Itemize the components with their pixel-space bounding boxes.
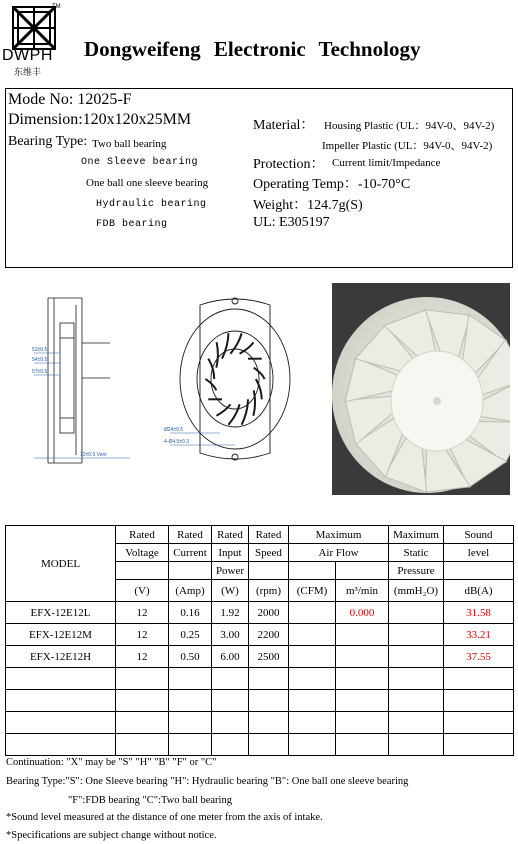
impeller-blade	[228, 404, 239, 425]
logo-mark-icon	[12, 6, 56, 50]
table-row-empty	[6, 734, 514, 756]
th-speed: Speed	[249, 544, 289, 562]
unit-w: (W)	[212, 580, 249, 602]
table-row: EFX-12E12M 12 0.25 3.00 2200 33.21	[6, 624, 514, 646]
side-dim-1: 52±0.5	[32, 347, 48, 353]
th-rated-input: Rated	[212, 526, 249, 544]
bottom-dim-label: 12±0.5 Vent	[80, 452, 107, 458]
bearing-two-ball: Two ball bearing	[92, 138, 167, 150]
ul-number: UL: E305197	[253, 215, 330, 230]
model-header: MODEL	[6, 526, 116, 602]
th-maximum-pressure: Maximum	[389, 526, 444, 544]
impeller-blades	[205, 333, 264, 425]
front-dim-1: Ø24±0.5	[164, 427, 184, 433]
material-label: Material：	[253, 118, 315, 133]
th-current: Current	[169, 544, 212, 562]
impeller-blade	[242, 399, 248, 425]
unit-rpm: (rpm)	[249, 580, 289, 602]
protection-label: Protection：	[253, 157, 325, 172]
material-impeller: Impeller Plastic (UL：94V-0、94V-2)	[322, 140, 493, 152]
spec-table	[5, 525, 514, 756]
note-continuation: Continuation: "X" may be "S" "H" "B" "F" or "C"	[6, 757, 217, 768]
logo-text: DWPH	[2, 47, 53, 64]
bearing-type-label: Bearing Type:	[8, 134, 88, 149]
unit-mmh2o: (mmH₂O)	[389, 580, 444, 602]
table-row-empty	[6, 712, 514, 734]
th-maximum-airflow: Maximum	[289, 526, 389, 544]
protection-value: Current limit/Impedance	[332, 157, 441, 169]
dimension: Dimension:120x120x25MM	[8, 111, 192, 128]
table-row: EFX-12E12L 12 0.16 1.92 2000 0.000 31.58	[6, 602, 514, 624]
trademark-mark: TM	[52, 4, 61, 10]
impeller-blade	[230, 333, 241, 354]
fan-front-view-drawing	[160, 283, 310, 473]
logo-chinese-text: 东维丰	[14, 68, 42, 78]
bearing-one-ball-one-sleeve: One ball one sleeve bearing	[86, 177, 209, 189]
unit-cfm: (CFM)	[289, 580, 336, 602]
bearing-fdb: FDB bearing	[96, 219, 168, 230]
th-static: Static	[389, 544, 444, 562]
unit-db: dB(A)	[444, 580, 514, 602]
bearing-one-sleeve: One Sleeve bearing	[81, 157, 199, 168]
weight: Weight：124.7g(S)	[253, 198, 363, 213]
company-name: Dongweifeng Electronic Technology	[84, 37, 421, 61]
technical-drawing	[20, 283, 320, 473]
impeller-blade	[217, 404, 231, 415]
unit-amp: (Amp)	[169, 580, 212, 602]
material-housing: Housing Plastic (UL：94V-0、94V-2)	[324, 120, 495, 132]
fan-photo-illustration	[332, 283, 510, 495]
th-rated-current: Rated	[169, 526, 212, 544]
side-dim-2: 54±0.5	[32, 357, 48, 363]
impeller-blade	[240, 342, 254, 353]
th-voltage: Voltage	[116, 544, 169, 562]
th-air-flow: Air Flow	[289, 544, 389, 562]
th-level: level	[444, 544, 514, 562]
bearing-hydraulic: Hydraulic bearing	[96, 199, 207, 210]
impeller-blade	[222, 333, 228, 359]
impeller-blade	[253, 390, 255, 416]
th-rated-voltage: Rated	[116, 526, 169, 544]
th-pressure: Pressure	[389, 562, 444, 580]
unit-v: (V)	[116, 580, 169, 602]
note-bearing-type-1: Bearing Type:"S": One Sleeve bearing "H": Hydraulic bearing "B": One ball one sleeve bearing	[6, 776, 409, 787]
table-row-empty	[6, 690, 514, 712]
fan-side-view-drawing	[20, 283, 140, 473]
mode-no: Mode No: 12025-F	[8, 91, 132, 108]
note-bearing-type-2: "F":FDB bearing "C":Two ball bearing	[68, 795, 232, 806]
th-rated-speed: Rated	[249, 526, 289, 544]
th-input: Input	[212, 544, 249, 562]
table-row: EFX-12E12H 12 0.50 6.00 2500 37.55	[6, 646, 514, 668]
side-dim-3: 57±0.5	[32, 369, 48, 375]
note-sound: *Sound level measured at the distance of one meter from the axis of intake.	[6, 812, 323, 823]
fan-product-photo	[332, 283, 510, 495]
front-dim-2: 4-Ø4.5±0.3	[164, 439, 189, 445]
impeller-blade	[216, 342, 218, 368]
th-sound: Sound	[444, 526, 514, 544]
th-power: Power	[212, 562, 249, 580]
note-spec-change: *Specifications are subject change without notice.	[6, 830, 217, 841]
unit-m3: m³/min	[336, 580, 389, 602]
operating-temp: Operating Temp：-10-70°C	[253, 177, 411, 192]
table-row-empty	[6, 668, 514, 690]
spec-box	[5, 88, 513, 268]
